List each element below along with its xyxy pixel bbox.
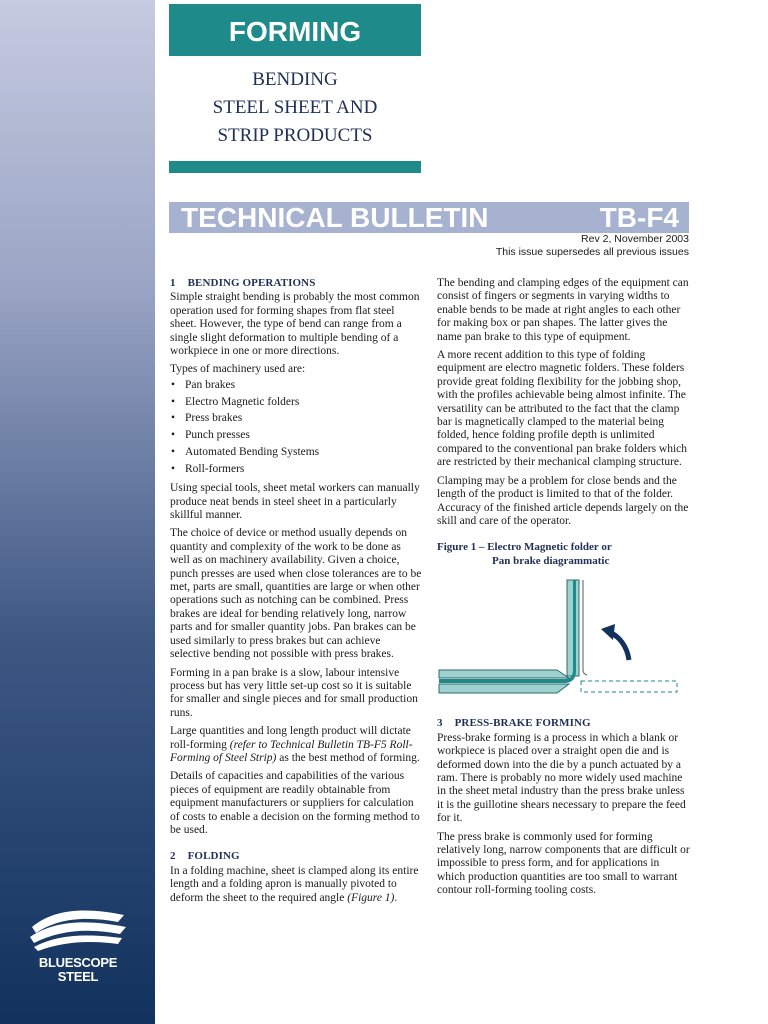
- figure-caption-line-1: Figure 1 – Electro Magnetic folder or: [437, 541, 612, 554]
- section-1-heading: 1 BENDING OPERATIONS: [170, 277, 316, 289]
- section-2-para-2: The bending and clamping edges of the equipment can consist of fingers or segments in varying widths to enable bends to be made at right angles to each other for making box or pan shapes. The latter gives the name pan brake to this type of equipment.: [437, 277, 689, 343]
- list-item: • Automated Bending Systems: [170, 446, 423, 459]
- sidebar-gradient: [0, 0, 155, 1024]
- list-item: • Press brakes: [170, 412, 423, 425]
- figure-reference: (Figure 1): [347, 891, 395, 904]
- bend-angle-line: [583, 580, 587, 675]
- subtitle-line-1: BENDING: [252, 69, 338, 90]
- wave-logo-icon: [26, 905, 130, 951]
- list-item: • Pan brakes: [170, 379, 423, 392]
- machinery-list: [170, 379, 423, 476]
- bluescope-logo: [22, 905, 134, 984]
- folded-sheet: [439, 580, 576, 683]
- logo-line-2: STEEL: [57, 969, 99, 984]
- column-left: [170, 277, 423, 910]
- section-3-heading: 3 PRESS-BRAKE FORMING: [437, 717, 591, 730]
- figure-caption-line-2: Pan brake diagrammatic: [492, 555, 610, 568]
- list-item: • Roll-formers: [170, 463, 423, 476]
- section-1-para-5: Forming in a pan brake is a slow, labour intensive process but has very little set-up cost so it is suitable for smaller and single pieces and for small production runs.: [170, 666, 418, 719]
- subtitle-line-3: STRIP PRODUCTS: [217, 125, 373, 146]
- section-3-para-1: Press-brake forming is a process in which a blank or workpiece is placed over a straight open die and is deformed down into the die by a punch actuated by a ram. There is probably no more widely used machine in the sheet metal industry than the press brake unless it is the guillotine shears necessary to prepare the feed for it.: [437, 731, 686, 825]
- section-2-para-1: In a folding machine, sheet is clamped along its entire length and a folding apron is manually pivoted to deform the sheet to the required angle (Figure 1).: [170, 864, 419, 904]
- folding-apron-outline: [581, 681, 677, 692]
- section-1-para-7: Details of capacities and capabilities of the various pieces of equipment are readily obtainable from equipment manufacturers or suppliers for calculation of costs to enable a decision on the forming method to be used.: [170, 770, 420, 836]
- revision-date: Rev 2, November 2003: [581, 233, 689, 245]
- subtitle-line-2: STEEL SHEET AND: [212, 97, 378, 118]
- section-1-para-3: Using special tools, sheet metal workers can manually produce neat bends in steel sheet in a particularly skillful manner.: [170, 482, 420, 522]
- bulletin-title: TECHNICAL BULLETIN: [181, 202, 489, 233]
- folder-diagram: [437, 574, 687, 699]
- upper-die: [439, 670, 569, 678]
- lower-die: [439, 684, 569, 693]
- logo-line-1: BLUESCOPE: [38, 955, 118, 970]
- header-divider: [169, 161, 421, 173]
- section-2-heading: 2 FOLDING: [170, 850, 240, 863]
- section-badge: FORMING: [169, 4, 421, 56]
- bulletin-reference: (refer to Technical Bulletin TB-F5 Roll-Forming of Steel Strip): [170, 738, 413, 764]
- document-subtitle: [169, 66, 421, 150]
- bulletin-code: TB-F4: [599, 202, 679, 233]
- column-right: [437, 277, 690, 903]
- list-item: • Punch presses: [170, 429, 423, 442]
- section-3-para-2: The press brake is commonly used for forming relatively long, narrow components that are difficult or impossible to press form, and for applications in which production quantities are too small to warrant contour roll-forming tooling costs.: [437, 830, 690, 897]
- revision-info: [496, 233, 689, 259]
- figure-caption: [437, 540, 690, 568]
- section-2-para-4: Clamping may be a problem for close bends and the length of the product is limited to that of the folder. Accuracy of the finished article depends largely on the skill and care of the operator.: [437, 474, 689, 527]
- section-1-para-6: Large quantities and long length product will dictate roll-forming (refer to Technical Bulletin TB-F5 Roll-Forming of Steel Strip) as the best method of forming.: [170, 725, 420, 764]
- section-1-para-2: Types of machinery used are:: [170, 363, 306, 376]
- list-item: • Electro Magnetic folders: [170, 396, 423, 409]
- section-2-para-3: A more recent addition to this type of folding equipment are electro magnetic folders. These folders provide great folding flexibility for the jobbing shop, with the profiles achievable being almost infinite. The versatility can be attributed to the fact that the clamp bar is magnetically clamped to the material being folded, hence folding profile depth is unlimited compared to the conventional pan brake folders which are restricted by their mechanical clamping structure.: [437, 349, 688, 469]
- supersedes-note: This issue supersedes all previous issues: [495, 246, 689, 258]
- logo-wordmark: [22, 956, 134, 984]
- section-1-para-4: The choice of device or method usually depends on quantity and complexity of the work to be done as well as on machinery availability. Given a choice, punch presses are used when close tolerances are to be met, parts are small, quantities are large or when other operations such as notching can be combined. Press brakes are ideal for bending relatively long, narrow parts and for smaller quantity jobs. Pan brakes can be used similarly to press brakes but can achieve selective bending not possible with press brakes.: [170, 527, 422, 661]
- bulletin-banner: [169, 202, 689, 233]
- section-1-para-1: Simple straight bending is probably the most common operation used for forming shapes from flat steel sheet. However, the type of bend can range from a single slight deformation to multiple bending of a workpiece in one or more directions.: [170, 291, 420, 358]
